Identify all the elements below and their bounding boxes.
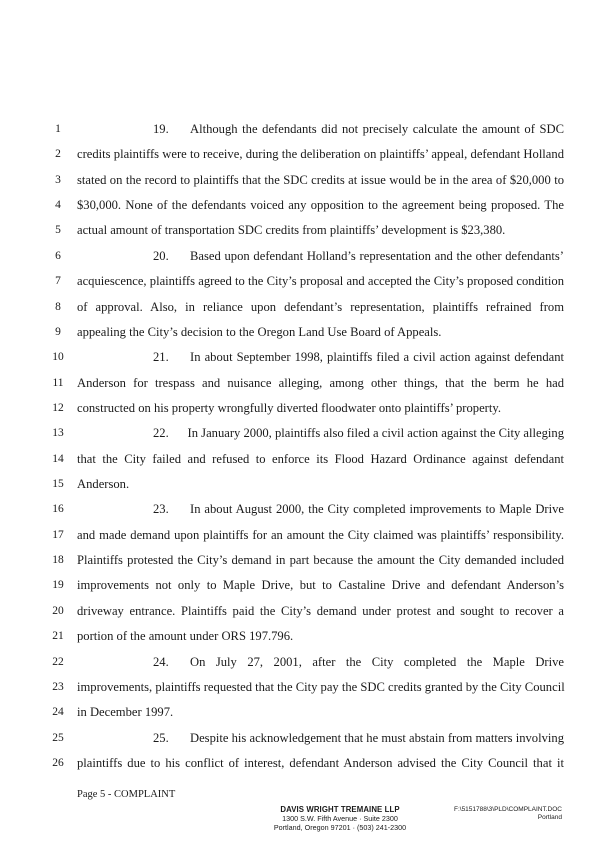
document-line bbox=[0, 679, 600, 704]
line-number: 11 bbox=[52, 376, 64, 389]
paragraph-text: On July 27, 2001, after the City completed the Maple Drive bbox=[190, 654, 564, 669]
line-text: portion of the amount under ORS 197.796. bbox=[77, 629, 294, 644]
paragraph-text: Despite his acknowledgement that he must abstain from matters involving bbox=[190, 730, 564, 745]
document-line bbox=[0, 654, 600, 679]
firm-address-line-2: Portland, Oregon 97201 · (503) 241-2300 bbox=[273, 823, 407, 832]
document-line bbox=[0, 299, 600, 324]
paragraph-text: In about September 1998, plaintiffs filed a civil action against defendant bbox=[190, 350, 564, 365]
line-text: in December 1997. bbox=[77, 705, 174, 720]
firm-name: DAVIS WRIGHT TREMAINE LLP bbox=[280, 805, 400, 814]
line-text: Anderson for trespass and nuisance alleging, among other things, that the berm he had bbox=[77, 375, 564, 390]
paragraph-first-line bbox=[153, 349, 564, 365]
line-number: 15 bbox=[52, 478, 64, 491]
line-text: of approval. Also, in reliance upon defendant’s representation, plaintiffs refrained from bbox=[77, 299, 564, 314]
line-text: driveway entrance. Plaintiffs paid the City’s demand under protest and sought to recover a bbox=[77, 603, 564, 618]
document-line bbox=[0, 349, 600, 374]
line-number: 18 bbox=[52, 554, 64, 567]
document-line bbox=[0, 451, 600, 476]
document-line bbox=[0, 197, 600, 222]
document-line bbox=[0, 146, 600, 171]
paragraph-first-line bbox=[153, 730, 564, 746]
document-line bbox=[0, 172, 600, 197]
file-path: F:\5151788\3\PLD\COMPLAINT.DOC bbox=[453, 806, 562, 813]
line-text: acquiescence, plaintiffs agreed to the City’s proposal and accepted the City’s proposed condition bbox=[77, 274, 564, 289]
paragraph-number: 19. bbox=[153, 122, 169, 136]
line-text: appealing the City’s decision to the Oregon Land Use Board of Appeals. bbox=[77, 324, 442, 339]
page-label: Page 5 - COMPLAINT bbox=[77, 789, 176, 800]
document-line bbox=[0, 248, 600, 273]
line-number: 22 bbox=[52, 655, 64, 668]
paragraph-first-line bbox=[153, 425, 564, 441]
firm-block bbox=[250, 805, 430, 832]
paragraph-first-line bbox=[153, 654, 564, 670]
document-line bbox=[0, 476, 600, 501]
paragraph-number: 25. bbox=[153, 730, 169, 745]
document-line bbox=[0, 222, 600, 247]
paragraph-first-line bbox=[153, 121, 564, 137]
line-number: 21 bbox=[52, 630, 64, 643]
line-text: credits plaintiffs were to receive, during the deliberation on plaintiffs’ appeal, defendant Holland bbox=[77, 147, 564, 162]
document-line bbox=[0, 400, 600, 425]
line-number: 24 bbox=[52, 706, 64, 719]
line-number: 14 bbox=[52, 452, 64, 465]
line-number: 3 bbox=[55, 173, 61, 186]
line-number: 26 bbox=[52, 757, 64, 769]
line-number: 23 bbox=[52, 680, 64, 693]
document-line bbox=[0, 273, 600, 298]
paragraph-number: 23. bbox=[153, 502, 169, 517]
document-line bbox=[0, 704, 600, 729]
paragraph-number: 24. bbox=[153, 654, 169, 669]
document-line bbox=[0, 425, 600, 450]
document-line bbox=[0, 527, 600, 552]
line-number: 5 bbox=[55, 224, 61, 237]
paragraph-first-line bbox=[153, 248, 564, 264]
paragraph-text: Based upon defendant Holland’s representation and the other defendants’ bbox=[190, 248, 564, 263]
line-text: plaintiffs due to his conflict of interest, defendant Anderson advised the City Council that it bbox=[77, 756, 564, 770]
paragraph-text: In January 2000, plaintiffs also filed a civil action against the City alleging bbox=[187, 426, 564, 441]
document-line bbox=[0, 603, 600, 628]
paragraph-number: 22. bbox=[153, 426, 169, 441]
line-number: 17 bbox=[52, 528, 64, 541]
line-text: stated on the record to plaintiffs that the SDC credits at issue would be in the area of $20,000 to bbox=[77, 172, 564, 187]
line-number: 8 bbox=[55, 300, 61, 313]
line-number: 16 bbox=[52, 503, 64, 516]
paragraph-text: Although the defendants did not precisely calculate the amount of SDC bbox=[190, 122, 564, 136]
line-text: improvements not only to Maple Drive, but to Castaline Drive and defendant Anderson’s bbox=[77, 578, 564, 593]
line-number: 7 bbox=[55, 275, 61, 288]
line-number: 1 bbox=[55, 123, 61, 135]
paragraph-number: 20. bbox=[153, 248, 169, 263]
line-number: 25 bbox=[52, 731, 64, 744]
paragraph-text: In about August 2000, the City completed improvements to Maple Drive bbox=[190, 502, 564, 517]
paragraph-number: 21. bbox=[153, 350, 169, 365]
document-line bbox=[0, 577, 600, 602]
document-line bbox=[0, 375, 600, 400]
firm-address-line-1: 1300 S.W. Fifth Avenue · Suite 2300 bbox=[282, 814, 398, 823]
line-text: that the City failed and refused to enforce its Flood Hazard Ordinance against defendant bbox=[77, 451, 564, 466]
line-number: 10 bbox=[52, 351, 64, 364]
line-number: 19 bbox=[52, 579, 64, 592]
document-line bbox=[0, 324, 600, 349]
line-number: 2 bbox=[55, 148, 61, 161]
line-text: and made demand upon plaintiffs for an amount the City claimed was plaintiffs’ responsibility. bbox=[77, 527, 564, 542]
file-reference bbox=[440, 806, 562, 822]
line-number: 4 bbox=[55, 199, 61, 212]
paragraph-first-line bbox=[153, 501, 564, 517]
line-text: improvements, plaintiffs requested that the City pay the SDC credits granted by the City Council bbox=[77, 679, 565, 694]
document-line bbox=[0, 730, 600, 755]
line-number: 12 bbox=[52, 401, 64, 414]
line-text: Plaintiffs protested the City’s demand in part because the amount the City demanded included bbox=[77, 553, 564, 568]
document-line bbox=[0, 552, 600, 577]
document-line bbox=[0, 628, 600, 653]
line-number: 9 bbox=[55, 325, 61, 338]
line-text: constructed on his property wrongfully diverted floodwater onto plaintiffs’ property. bbox=[77, 400, 501, 415]
line-number: 20 bbox=[52, 604, 64, 617]
line-number: 13 bbox=[52, 427, 64, 440]
document-line bbox=[0, 755, 600, 780]
line-number: 6 bbox=[55, 249, 61, 262]
document-line bbox=[0, 501, 600, 526]
office-location: Portland bbox=[537, 814, 562, 821]
line-text: actual amount of transportation SDC credits from plaintiffs’ development is $23,380. bbox=[77, 223, 506, 238]
document-line bbox=[0, 121, 600, 146]
line-text: $30,000. None of the defendants voiced any opposition to the agreement being proposed. The bbox=[77, 198, 564, 213]
line-text: Anderson. bbox=[77, 477, 130, 492]
